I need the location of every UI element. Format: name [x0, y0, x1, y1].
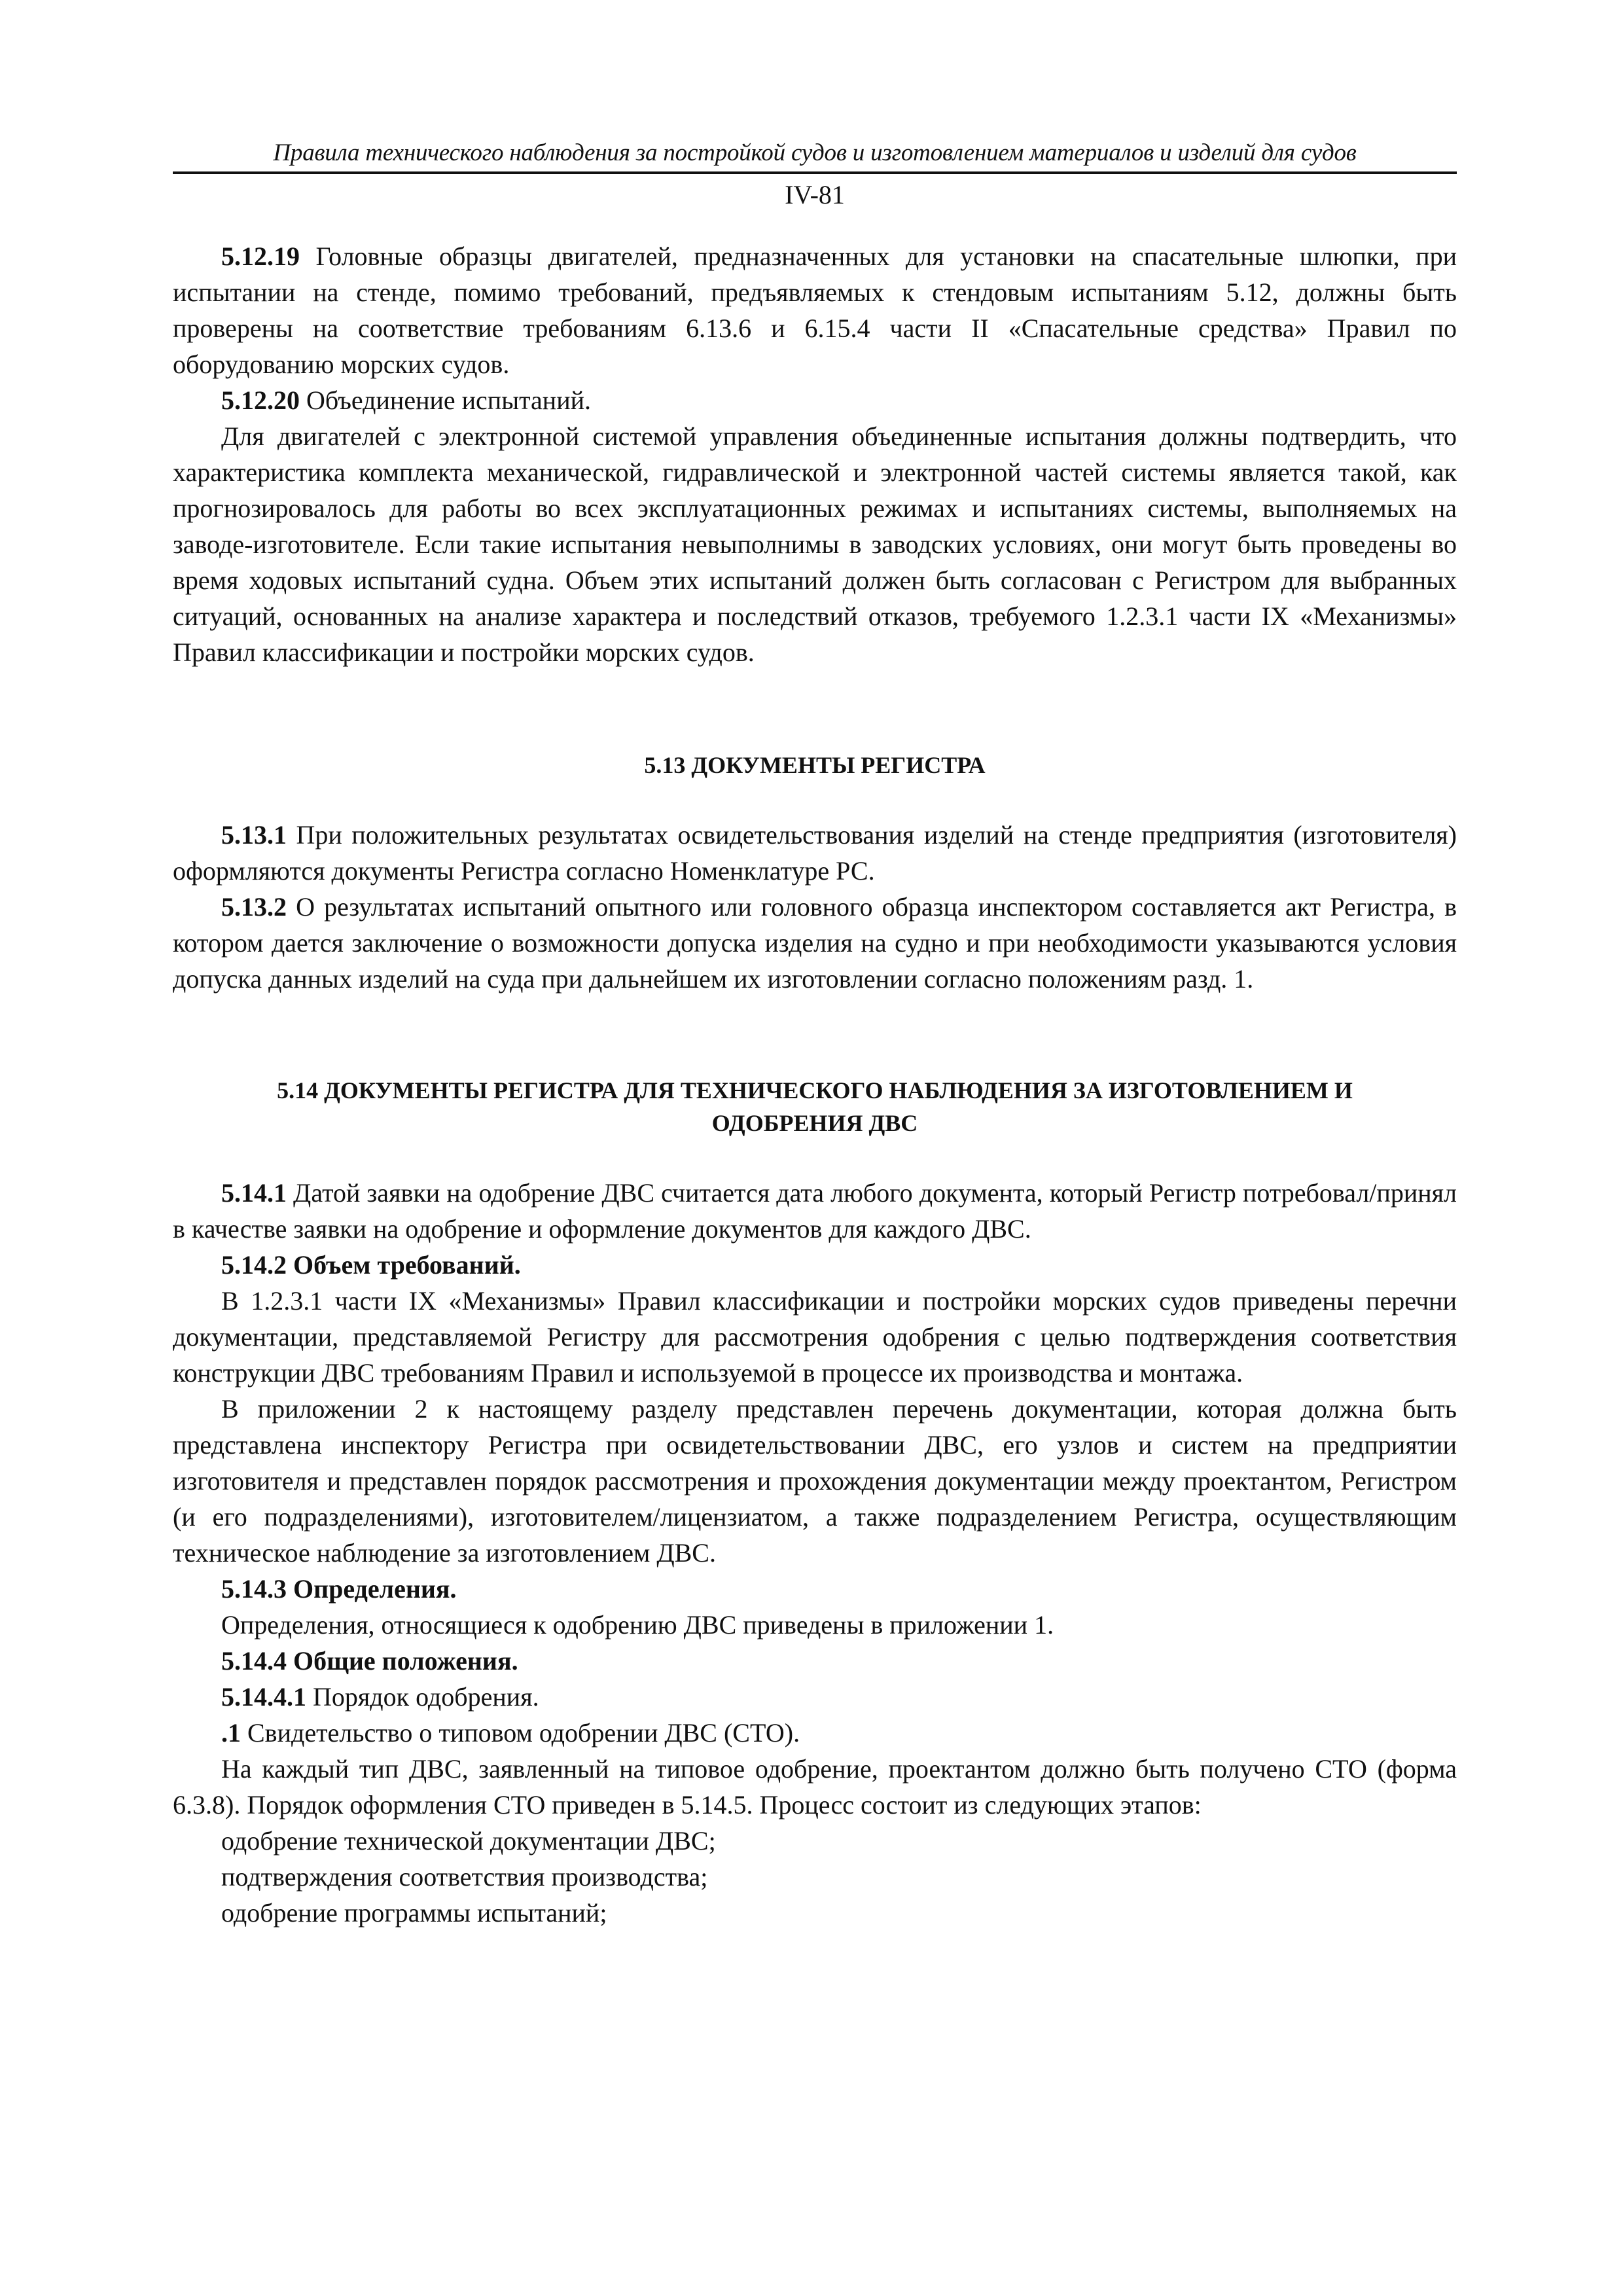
- section-heading-line-2: ОДОБРЕНИЯ ДВС: [711, 1110, 918, 1136]
- clause-title: Объем требований.: [287, 1250, 521, 1280]
- list-item: одобрение технической документации ДВС;: [221, 1826, 716, 1856]
- page-number: IV-81: [785, 180, 845, 209]
- paragraph-5-14-4-1: [173, 1679, 1457, 1715]
- paragraph-5-13-1: [173, 817, 1457, 889]
- running-header-title: Правила технического наблюдения за постройкой судов и изготовлением материалов и изделий для судов: [273, 139, 1357, 166]
- paragraph-5-14-1: [173, 1175, 1457, 1247]
- clause-title: Определения.: [287, 1574, 457, 1604]
- document-body: [173, 238, 1457, 1931]
- paragraph-text: О результатах испытаний опытного или головного образца инспектором составляется акт Регистра, в котором дается заключение о возможности допуска изделия на судно и при необходимости указываются условия допуска данных изделий на суда при дальнейшем их изготовлении согласно положениям разд. 1.: [173, 892, 1457, 994]
- clause-number: 5.14.4: [221, 1646, 287, 1676]
- paragraph-item-1: [173, 1715, 1457, 1751]
- clause-number: 5.12.19: [221, 242, 300, 271]
- clause-number: 5.13.1: [221, 820, 287, 850]
- paragraph-text: Датой заявки на одобрение ДВС считается дата любого документа, который Регистр потребовал/принял в качестве заявки на одобрение и оформление документов для каждого ДВС.: [173, 1178, 1457, 1244]
- paragraph-5-12-20: [173, 382, 1457, 418]
- clause-number: 5.14.1: [221, 1178, 287, 1208]
- paragraph-5-14-2-body-1: В 1.2.3.1 части IX «Механизмы» Правил классификации и постройки морских судов приведены перечни документации, представляемой Регистру для рассмотрения одобрения с целью подтверждения соответствия конструкции ДВС требованиям Правил и используемой в процессе их производства и монтажа.: [173, 1286, 1457, 1388]
- paragraph-5-13-2: [173, 889, 1457, 997]
- paragraph-text: Объединение испытаний.: [300, 386, 592, 415]
- clause-number: 5.13.2: [221, 892, 287, 922]
- paragraph-5-12-19: [173, 238, 1457, 382]
- paragraph-item-1-body: На каждый тип ДВС, заявленный на типовое одобрение, проектантом должно быть получено СТО (форма 6.3.8). Порядок оформления СТО приведен в 5.14.5. Процесс состоит из следующих этапов:: [173, 1754, 1457, 1820]
- section-heading-5-13: [173, 749, 1457, 781]
- paragraph-5-14-3-body: Определения, относящиеся к одобрению ДВС приведены в приложении 1.: [221, 1610, 1054, 1640]
- item-number: .1: [221, 1718, 241, 1748]
- document-page: [173, 137, 1457, 1931]
- clause-number: 5.12.20: [221, 386, 300, 415]
- paragraph-5-12-20-body: Для двигателей с электронной системой управления объединенные испытания должны подтвердить, что характеристика комплекта механической, гидравлической и электронной частей системы является такой, как прогнозировалось для работы во всех эксплуатационных режимах и испытаниях системы, выполняемых на заводе-изготовителе. Если такие испытания невыполнимы в заводских условиях, они могут быть проведены во время ходовых испытаний судна. Объем этих испытаний должен быть согласован с Регистром для выбранных ситуаций, основанных на анализе характера и последствий отказов, требуемого 1.2.3.1 части IX «Механизмы» Правил классификации и постройки морских судов.: [173, 422, 1457, 667]
- section-heading-line-1: 5.14 ДОКУМЕНТЫ РЕГИСТРА ДЛЯ ТЕХНИЧЕСКОГО НАБЛЮДЕНИЯ ЗА ИЗГОТОВЛЕНИЕМ И: [277, 1077, 1353, 1103]
- clause-number: 5.14.2: [221, 1250, 287, 1280]
- paragraph-text: Свидетельство о типовом одобрении ДВС (СТО).: [241, 1718, 800, 1748]
- section-heading-5-14: [173, 1074, 1457, 1139]
- paragraph-5-14-3: [173, 1571, 1457, 1607]
- paragraph-5-14-4: [173, 1643, 1457, 1679]
- list-item: одобрение программы испытаний;: [221, 1898, 607, 1928]
- list-item: подтверждения соответствия производства;: [221, 1862, 708, 1892]
- paragraph-5-14-2: [173, 1247, 1457, 1283]
- header-rule: [173, 171, 1457, 174]
- paragraph-text: При положительных результатах освидетельствования изделий на стенде предприятия (изготовителя) оформляются документы Регистра согласно Номенклатуре РС.: [173, 820, 1457, 886]
- paragraph-text: Головные образцы двигателей, предназначенных для установки на спасательные шлюпки, при испытании на стенде, помимо требований, предъявляемых к стендовым испытаниям 5.12, должны быть проверены на соответствие требованиям 6.13.6 и 6.15.4 части II «Спасательные средства» Правил по оборудованию морских судов.: [173, 242, 1457, 379]
- paragraph-5-14-2-body-2: В приложении 2 к настоящему разделу представлен перечень документации, которая должна быть представлена инспектору Регистра при освидетельствовании ДВС, его узлов и систем на предприятии изготовителя и представлен порядок рассмотрения и прохождения документации между проектантом, Регистром (и его подразделениями), изготовителем/лицензиатом, а также подразделением Регистра, осуществляющим техническое наблюдение за изготовлением ДВС.: [173, 1394, 1457, 1568]
- clause-number: 5.14.4.1: [221, 1682, 306, 1712]
- clause-number: 5.14.3: [221, 1574, 287, 1604]
- paragraph-text: Порядок одобрения.: [306, 1682, 539, 1712]
- section-heading-text: 5.13 ДОКУМЕНТЫ РЕГИСТРА: [644, 752, 986, 778]
- clause-title: Общие положения.: [287, 1646, 518, 1676]
